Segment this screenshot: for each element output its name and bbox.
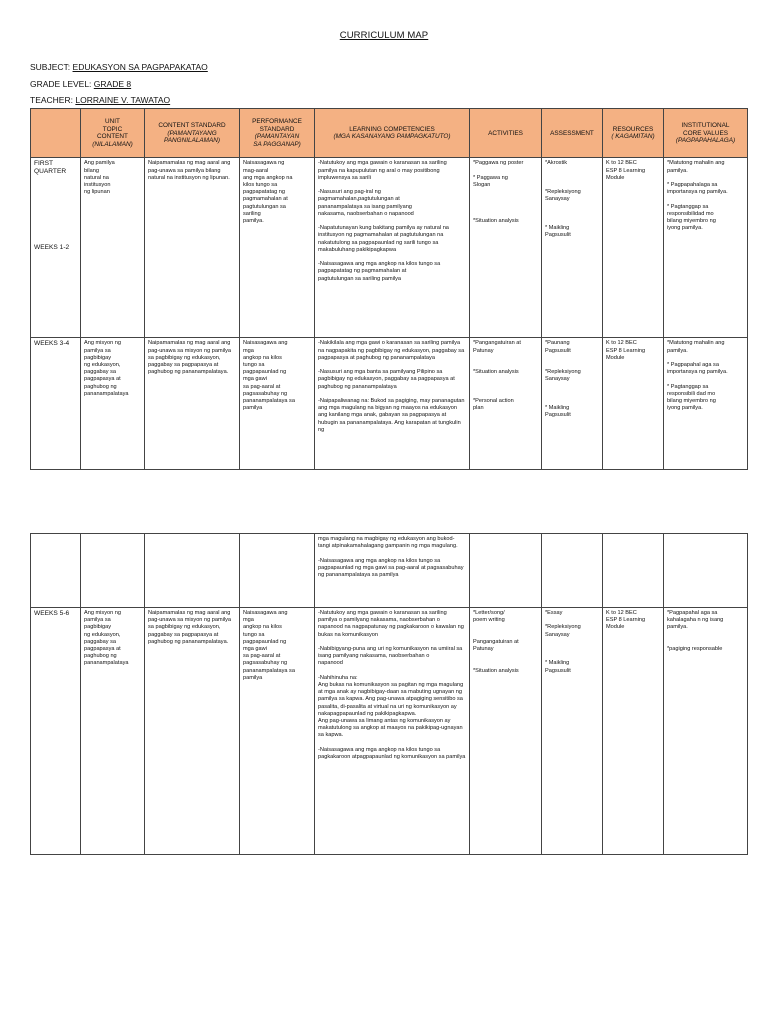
assessment-cell (542, 534, 603, 608)
performance-standard-cell: Naisasagawa ng mag-aaral ang mga angkop na kilos tungo sa pagpapatatag ng pagmamahalan at pagtutulungan sa sariling pamilya. (240, 158, 315, 338)
competencies-cell: mga magulang na magbigay ng edukasyon ang bukod-tangi atpinakamahalagang gampanin ng mga magulang. -Naisasagawa ang mga angkop na kilos tungo sa pagpapaunlad ng mga gawi sa pag-aaral at pagsasabuhay ng pananampalataya sa pamilya (315, 534, 470, 608)
competencies-cell: -Nakikilala ang mga gawi o karanasan sa sariling pamilya na nagpapakita ng pagbibigay ng edukasyon, paggabay sa pagpapasya at paghubog ng pananampalataya -Nasusuri ang mga banta sa pamilyang Pilipino sa pagbibigay ng edukasyon, paggabay sa pagpapasya at paghubog ng pananampalataya -Naipapaliwanag na: Bukod sa pagiging, may pananagutan ang mga magulang na bigyan ng maayos na edukasyon ang kanilang mga anak, gabayan sa pagpapasya at hubugin sa pananampalataya. Ang karapatan at tungkulin ng (315, 338, 470, 470)
unit-cell: Ang misyon ng pamilya sa pagbibigay ng edukasyon, paggabay sa pagpapasya at paghubog ng pananampalataya (81, 338, 145, 470)
content-standard-cell: Naipamamalas ng mag aaral ang pag-unawa sa pamilya bilang natural na institusyon ng lipunan. (145, 158, 240, 338)
assessment-cell: *Akrostik *Repleksiyong Sanaysay * Maikling Pagsusulit (542, 158, 603, 338)
unit-cell: Ang misyon ng pamilya sa pagbibigay ng edukasyon, paggabay sa pagpapasya at paghubog ng pananampalataya (81, 608, 145, 855)
row-label: FIRST QUARTER WEEKS 1-2 (31, 158, 81, 338)
row-label: WEEKS 5-6 (31, 608, 81, 855)
assessment-cell: *Essay *Repleksiyong Sanaysay * Maikling Pagsusulit (542, 608, 603, 855)
header-assessment: ASSESSMENT (542, 109, 603, 158)
header-learning-competencies: LEARNING COMPETENCIES (MGA KASANAYANG PAMPAGKATUTO) (315, 109, 470, 158)
activities-cell: *Paggawa ng poster * Paggawa ng Slogan *Situation analysis (470, 158, 542, 338)
content-standard-cell (145, 534, 240, 608)
header-performance-standard: PERFORMANCE STANDARD (PAMANTAYAN SA PAGGANAP) (240, 109, 315, 158)
grade-label: GRADE LEVEL: (30, 79, 92, 89)
resources-cell (603, 534, 664, 608)
table-row (31, 158, 748, 338)
core-values-cell (664, 534, 748, 608)
teacher-value: LORRAINE V. TAWATAO (75, 95, 171, 105)
header-unit: UNIT TOPIC CONTENT (NILALAMAN) (81, 109, 145, 158)
competencies-cell: -Natutukoy ang mga gawain o karanasan sa sariling pamilya o pamilyang nakasama, naobserbahan o napanood na nagpapatunay ng pagkakaroon o kawalan ng bukas na komunikasyon -Nabibigyang-puna ang uri ng komunikasyon na umiiral sa isang pamilyang nakasama, naobserbahan o napanood -Nahihinuha na: Ang bukas na komunikasyon sa pagitan ng mga magulang at mga anak ay nagbibigay-daan sa mabuting ugnayan ng pamilya sa kapwa. Ang pag-unawa atpagiging sensitibo sa pasalita, di-pasalita at virtual na uri ng komunikasyon ay nakapagpapaunlad ng pakikipagkapwa. Ang pag-unawa sa limang antas ng komunikasyon ay makatutulong sa angkop at maayos na pakikipag-ugnayan sa kapwa. -Naisasagawa ang mga angkop na kilos tungo sa pagkakaroon atpagpapaunlad ng komunikasyon sa pamilya (315, 608, 470, 855)
row-label: WEEKS 3-4 (31, 338, 81, 470)
teacher-label: TEACHER: (30, 95, 73, 105)
activities-cell: *Letter/song/ poem writing Pangangatuiran at Patunay *Situation analysis (470, 608, 542, 855)
row-label (31, 534, 81, 608)
resources-cell: K to 12 BEC ESP 8 Learning Module (603, 158, 664, 338)
activities-cell: *Pangangatuiran at Patunay *Situation analysis *Personal action plan (470, 338, 542, 470)
performance-standard-cell: Naisasagawa ang mga angkop na kilos tungo sa pagpapaunlad ng mga gawi sa pag-aaral at pagsasabuhay ng pananampalataya sa pamilya (240, 338, 315, 470)
teacher-line (30, 95, 170, 105)
performance-standard-cell: Naisasagawa ang mga angkop na kilos tungo sa pagpapaunlad ng mga gawi sa pag-aaral at pagsasabuhay ng pananampalataya sa pamilya (240, 608, 315, 855)
header-content-standard: CONTENT STANDARD (PAMANTAYANG PANGNILALAMAN) (145, 109, 240, 158)
header-row (31, 109, 748, 158)
subject-label: SUBJECT: (30, 62, 71, 72)
grade-line (30, 79, 131, 89)
header-resources: RESOURCES ( KAGAMITAN) (603, 109, 664, 158)
curriculum-table-page-1 (30, 108, 748, 470)
curriculum-table-page-2 (30, 533, 748, 855)
core-values-cell: *Pagpapahal aga sa kahalagaha n ng isang pamilya. *pagiging responsable (664, 608, 748, 855)
table-row (31, 338, 748, 470)
core-values-cell: *Matutong mahalin ang pamilya. * Pagpapahal aga sa importansya ng pamilya. * Pagtanggap sa responsibili dad mo bilang miyembro ng iyong pamilya. (664, 338, 748, 470)
assessment-cell: *Paunang Pagsusulit *Repleksiyong Sanaysay * Maikling Pagsusulit (542, 338, 603, 470)
subject-line (30, 62, 208, 72)
subject-value: EDUKASYON SA PAGPAPAKATAO (72, 62, 208, 72)
table-row (31, 608, 748, 855)
header-core-values: INSTITUTIONAL CORE VALUES (PAGPAPAHALAGA) (664, 109, 748, 158)
table-row (31, 534, 748, 608)
resources-cell: K to 12 BEC ESP 8 Learning Module (603, 608, 664, 855)
performance-standard-cell (240, 534, 315, 608)
content-standard-cell: Naipamamalas ng mag aaral ang pag-unawa sa misyon ng pamilya sa pagbibigay ng edukasyon, paggabay sa pagpapasya at paghubog ng pananampalataya. (145, 338, 240, 470)
header-blank (31, 109, 81, 158)
page-title: CURRICULUM MAP (339, 30, 429, 41)
competencies-cell: -Natutukoy ang mga gawain o karanasan sa sariling pamilya na kapupulutan ng aral o may positibong impluwensya sa sarili -Nasusuri ang pag-iral ng pagmamahalan,pagtutulungan at pananampalataya sa isang pamilyang nakasama, naobserbahan o napanood -Napatutunayan kung bakitang pamilya ay natural na institusyon ng pagmamahalan at pagtutulungan na nakatutulong sa pagpapaunlad ng sarili tungo sa makabuluhang pakikipagkapwa -Naisasagawa ang mga angkop na kilos tungo sa pagpapatatag ng pagmamahalan at pagtutulungan sa sariling pamilya (315, 158, 470, 338)
core-values-cell: *Matutong mahalin ang pamilya. * Pagpapahalaga sa importansya ng pamilya. * Pagtanggap sa responsibilidad mo bilang miyembro ng iyong pamilya. (664, 158, 748, 338)
resources-cell: K to 12 BEC ESP 8 Learning Module (603, 338, 664, 470)
activities-cell (470, 534, 542, 608)
unit-cell: Ang pamilya bilang natural na institusyon ng lipunan (81, 158, 145, 338)
header-activities: ACTIVITIES (470, 109, 542, 158)
content-standard-cell: Naipamamalas ng mag aaral ang pag-unawa sa misyon ng pamilya sa pagbibigay ng edukasyon, paggabay sa pagpapasya at paghubog ng pananampalataya. (145, 608, 240, 855)
grade-value: GRADE 8 (93, 79, 132, 89)
unit-cell (81, 534, 145, 608)
